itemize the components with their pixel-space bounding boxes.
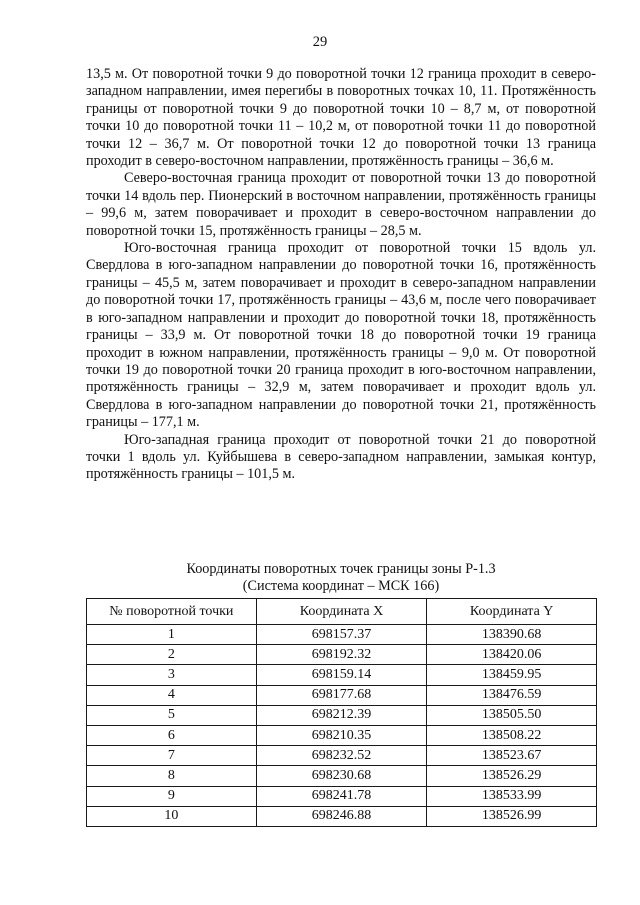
table-row <box>87 705 597 725</box>
cell-coordinate-y: 138526.29 <box>427 766 597 786</box>
cell-coordinate-x: 698241.78 <box>256 786 427 806</box>
cell-coordinate-y: 138476.59 <box>427 685 597 705</box>
table-row <box>87 665 597 685</box>
coordinates-table <box>86 598 597 827</box>
cell-point-number: 10 <box>87 806 257 826</box>
table-caption-system: (Система координат – МСК 166) <box>242 578 440 594</box>
header-coordinate-y: Координата Y <box>427 599 597 625</box>
cell-coordinate-y: 138390.68 <box>427 625 597 645</box>
paragraph-southeast-border: Юго-восточная граница проходит от поворотной точки 15 вдоль ул. Свердлова в юго-западном направлении до поворотной точки 16, протяжённость границы – 45,5 м, затем поворачивает и проходит в северо-западном направлении до поворотной точки 17, протяжённость границы – 43,6 м, после чего поворачивает в юго-западном направлении и проходит до поворотной точки 18, протяжённость границы – 33,9 м. От поворотной точки 18 до поворотной точки 19 граница проходит в южном направлении, протяжённость границы – 9,0 м. От поворотной точки 19 до поворотной точки 20 граница проходит в юго-восточном направлении, протяжённость границы – 32,9 м, затем поворачивает и проходит вдоль ул. Свердлова в юго-западном направлении до поворотной точки 21, протяжённость границы – 177,1 м. <box>86 240 596 431</box>
cell-point-number: 2 <box>87 645 257 665</box>
cell-coordinate-x: 698212.39 <box>256 705 427 725</box>
cell-point-number: 4 <box>87 685 257 705</box>
page-number: 29 <box>312 34 328 50</box>
table-row <box>87 746 597 766</box>
cell-coordinate-x: 698192.32 <box>256 645 427 665</box>
table-header-row <box>87 599 597 625</box>
table-row <box>87 725 597 745</box>
table-row <box>87 786 597 806</box>
cell-coordinate-y: 138459.95 <box>427 665 597 685</box>
cell-point-number: 6 <box>87 725 257 745</box>
paragraph-northeast-border: Северо-восточная граница проходит от поворотной точки 13 до поворотной точки 14 вдоль пер. Пионерский в восточном направлении, протяжённость границы – 99,6 м, затем поворачивает и проходит в северо-восточном направлении до поворотной точки 15, протяжённость границы – 28,5 м. <box>86 170 596 239</box>
cell-coordinate-x: 698232.52 <box>256 746 427 766</box>
document-body <box>86 66 596 484</box>
table-row <box>87 625 597 645</box>
cell-coordinate-y: 138508.22 <box>427 725 597 745</box>
cell-coordinate-y: 138505.50 <box>427 705 597 725</box>
cell-coordinate-y: 138526.99 <box>427 806 597 826</box>
cell-coordinate-y: 138533.99 <box>427 786 597 806</box>
cell-point-number: 9 <box>87 786 257 806</box>
cell-point-number: 3 <box>87 665 257 685</box>
cell-coordinate-x: 698230.68 <box>256 766 427 786</box>
table-row <box>87 685 597 705</box>
cell-point-number: 5 <box>87 705 257 725</box>
table-row <box>87 806 597 826</box>
cell-coordinate-x: 698157.37 <box>256 625 427 645</box>
header-point-number: № поворотной точки <box>87 599 257 625</box>
cell-coordinate-y: 138420.06 <box>427 645 597 665</box>
cell-point-number: 1 <box>87 625 257 645</box>
paragraph-continuation: 13,5 м. От поворотной точки 9 до поворотной точки 12 граница проходит в северо-западном направлении, имея перегибы в поворотных точках 10, 11. Протяжённость границы от поворотной точки 9 до поворотной точки 10 – 8,7 м, от поворотной точки 10 до поворотной точки 11 – 10,2 м, от поворотной точки 11 до поворотной точки 12 – 36,7 м. От поворотной точки 12 до поворотной точки 13 граница проходит в северо-восточном направлении, протяжённость границы – 36,6 м. <box>86 66 596 170</box>
cell-coordinate-y: 138523.67 <box>427 746 597 766</box>
paragraph-southwest-border: Юго-западная граница проходит от поворотной точки 21 до поворотной точки 1 вдоль ул. Куйбышева в северо-западном направлении, замыкая контур, протяжённость границы – 101,5 м. <box>86 431 596 483</box>
cell-coordinate-x: 698177.68 <box>256 685 427 705</box>
cell-coordinate-x: 698210.35 <box>256 725 427 745</box>
cell-point-number: 8 <box>87 766 257 786</box>
cell-point-number: 7 <box>87 746 257 766</box>
table-row <box>87 645 597 665</box>
table-row <box>87 766 597 786</box>
header-coordinate-x: Координата X <box>256 599 427 625</box>
table-caption <box>86 561 596 595</box>
cell-coordinate-x: 698246.88 <box>256 806 427 826</box>
table-caption-title: Координаты поворотных точек границы зоны Р-1.3 <box>186 561 496 577</box>
cell-coordinate-x: 698159.14 <box>256 665 427 685</box>
